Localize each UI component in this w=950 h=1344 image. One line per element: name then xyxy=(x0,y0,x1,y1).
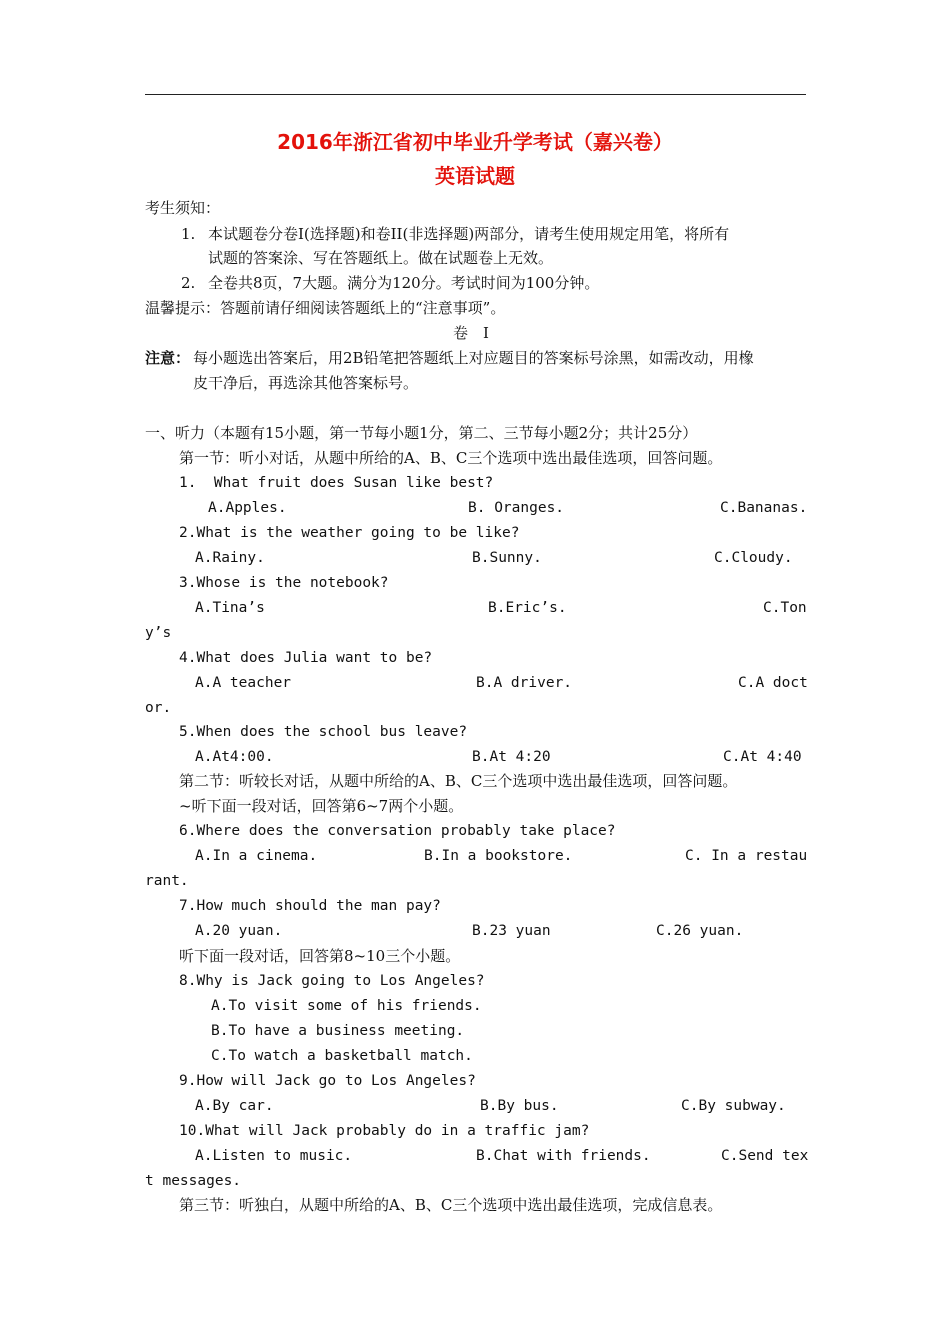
notice-item-2-text: 全卷共8页，7大题。满分为120分。考试时间为100分钟。 xyxy=(208,274,600,292)
question-7-option-a: A.20 yuan. xyxy=(195,923,283,939)
question-9-option-a: A.By car. xyxy=(195,1098,274,1114)
section-2-instruction: 第二节：听较长对话，从题中所给的A、B、C三个选项中选出最佳选项，回答问题。 xyxy=(179,772,738,790)
question-9: 9.How will Jack go to Los Angeles? xyxy=(179,1073,476,1089)
question-5: 5.When does the school bus leave? xyxy=(179,724,468,740)
question-1-option-b: B. Oranges. xyxy=(468,500,565,516)
notice-item-2-number: 2. xyxy=(181,274,196,292)
notice-heading: 考生须知： xyxy=(145,199,221,217)
question-8-option-a: A.To visit some of his friends. xyxy=(211,998,482,1014)
question-6-option-a: A.In a cinema. xyxy=(195,848,318,864)
question-3-option-c: C.Ton xyxy=(763,600,807,616)
question-5-option-c: C.At 4:40 xyxy=(723,749,802,765)
question-2-option-c: C.Cloudy. xyxy=(714,550,793,566)
attention-line-2: 皮干净后，再选涂其他答案标号。 xyxy=(193,374,419,392)
question-4-option-c: C.A doct xyxy=(738,675,808,691)
question-6-option-c: C. In a restau xyxy=(685,848,808,864)
question-5-option-a: A.At4:00. xyxy=(195,749,274,765)
question-10-option-c: C.Send tex xyxy=(721,1148,809,1164)
exam-subtitle: 英语试题 xyxy=(435,164,515,188)
question-3-option-a: A.Tina’s xyxy=(195,600,265,616)
question-9-option-b: B.By bus. xyxy=(480,1098,559,1114)
question-6-option-c-wrap: rant. xyxy=(145,873,189,889)
listening-heading: 一、听力（本题有15小题，第一节每小题1分，第二、三节每小题2分；共计25分） xyxy=(145,424,698,442)
question-6-option-b: B.In a bookstore. xyxy=(424,848,573,864)
question-2-option-a: A.Rainy. xyxy=(195,550,265,566)
question-7-option-b: B.23 yuan xyxy=(472,923,551,939)
question-8: 8.Why is Jack going to Los Angeles? xyxy=(179,973,485,989)
question-8-option-c: C.To watch a basketball match. xyxy=(211,1048,473,1064)
question-4-option-b: B.A driver. xyxy=(476,675,573,691)
question-10-option-a: A.Listen to music. xyxy=(195,1148,353,1164)
question-5-option-b: B.At 4:20 xyxy=(472,749,551,765)
question-9-option-c: C.By subway. xyxy=(681,1098,786,1114)
question-3-option-c-wrap: y’s xyxy=(145,625,172,641)
notice-item-1-number: 1. xyxy=(181,225,196,243)
question-1-option-c: C.Bananas. xyxy=(720,500,808,516)
question-3: 3.Whose is the notebook? xyxy=(179,575,389,591)
section-3-instruction: 第三节：听独白，从题中所给的A、B、C三个选项中选出最佳选项，完成信息表。 xyxy=(179,1196,723,1214)
question-4: 4.What does Julia want to be? xyxy=(179,650,433,666)
question-7-option-c: C.26 yuan. xyxy=(656,923,744,939)
question-1-option-a: A.Apples. xyxy=(208,500,287,516)
question-10-option-c-wrap: t messages. xyxy=(145,1173,242,1189)
warm-tip: 温馨提示：答题前请仔细阅读答题纸上的“注意事项”。 xyxy=(145,299,506,317)
volume-label: 卷 Ⅰ xyxy=(453,324,489,342)
section-2-sub-instruction-1: ~听下面一段对话，回答第6~7两个小题。 xyxy=(179,797,464,815)
exam-title: 2016年浙江省初中毕业升学考试（嘉兴卷） xyxy=(277,130,673,154)
attention-label: 注意： xyxy=(145,349,191,367)
section-1-instruction: 第一节：听小对话，从题中所给的A、B、C三个选项中选出最佳选项，回答问题。 xyxy=(179,449,723,467)
question-4-option-a: A.A teacher xyxy=(195,675,292,691)
attention-line-1: 每小题选出答案后，用2B铅笔把答题纸上对应题目的答案标号涂黑，如需改动，用橡 xyxy=(193,349,754,367)
notice-item-1-line-1: 本试题卷分卷Ⅰ(选择题)和卷II(非选择题)两部分，请考生使用规定用笔，将所有 xyxy=(208,225,730,243)
question-2: 2.What is the weather going to be like? xyxy=(179,525,520,541)
top-rule xyxy=(145,94,806,95)
question-3-option-b: B.Eric’s. xyxy=(488,600,567,616)
question-10-option-b: B.Chat with friends. xyxy=(476,1148,651,1164)
question-1: 1. What fruit does Susan like best? xyxy=(179,475,494,491)
section-2-sub-instruction-2: 听下面一段对话，回答第8~10三个小题。 xyxy=(179,947,461,965)
question-4-option-c-wrap: or. xyxy=(145,700,172,716)
question-7: 7.How much should the man pay? xyxy=(179,898,441,914)
question-6: 6.Where does the conversation probably take place? xyxy=(179,823,616,839)
question-8-option-b: B.To have a business meeting. xyxy=(211,1023,465,1039)
notice-item-1-line-2: 试题的答案涂、写在答题纸上。做在试题卷上无效。 xyxy=(208,249,554,267)
question-10: 10.What will Jack probably do in a traffic jam? xyxy=(179,1123,590,1139)
question-2-option-b: B.Sunny. xyxy=(472,550,542,566)
